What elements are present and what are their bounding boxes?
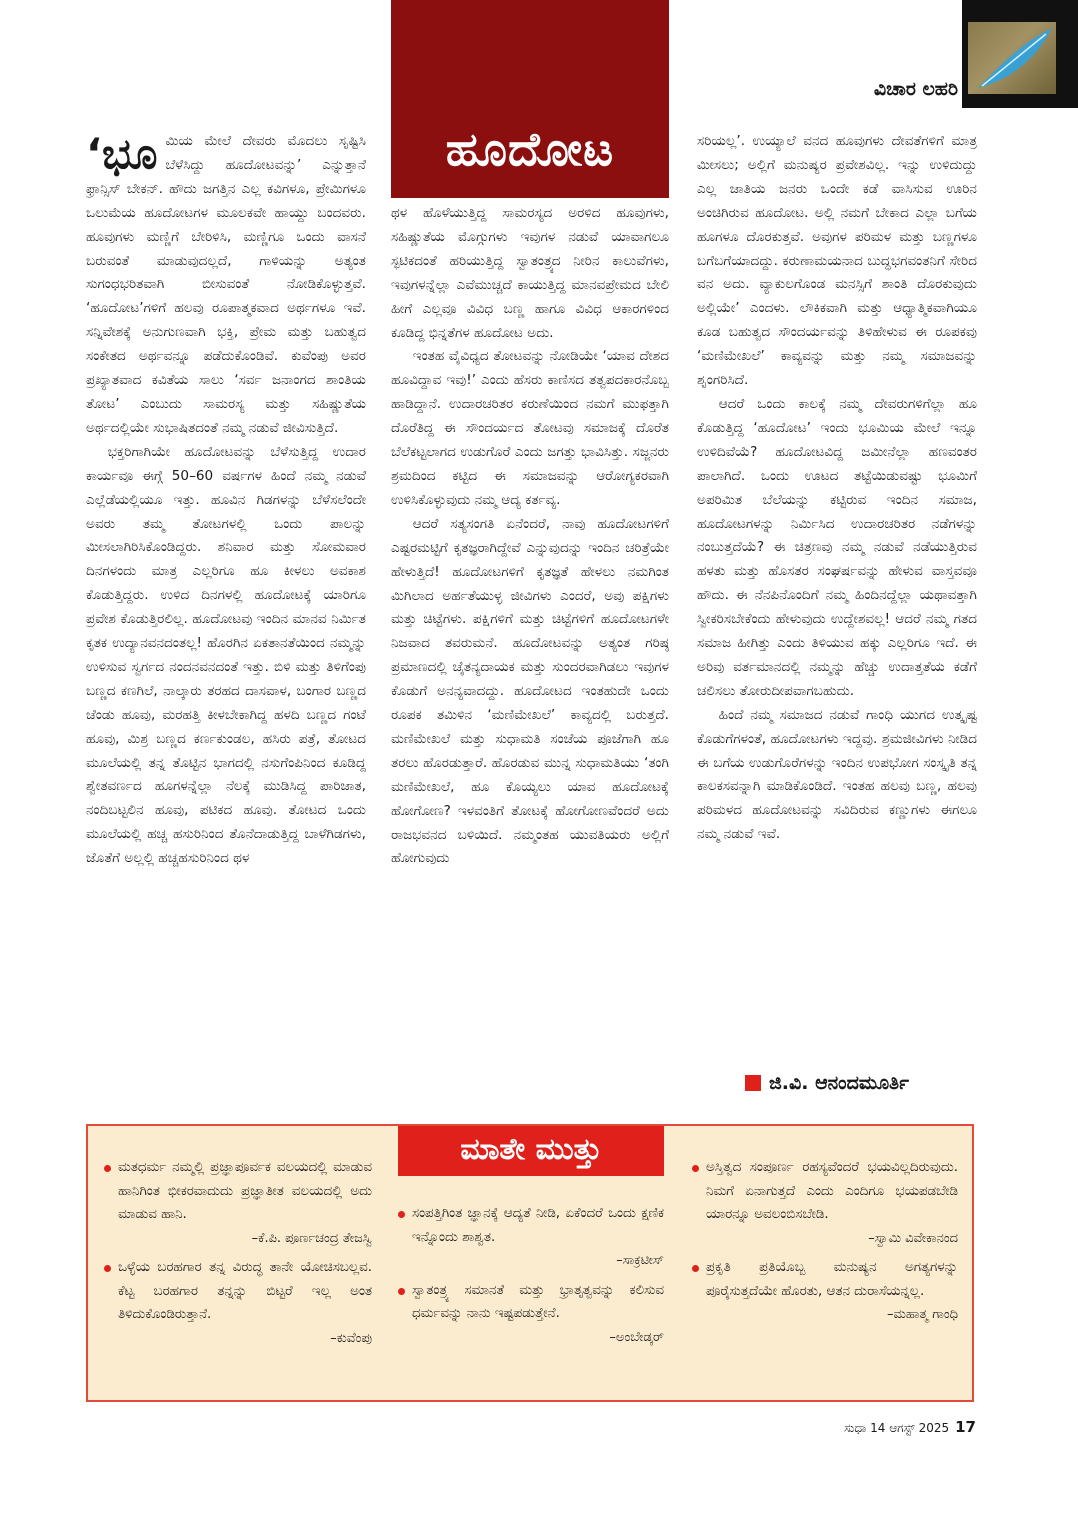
author-name: ಜಿ.ವಿ. ಆನಂದಮೂರ್ತಿ	[769, 1072, 909, 1094]
article-paragraph: ಸರಿಯಲ್ಲ’. ಉಯ್ಯಾಲೆ ವನದ ಹೂವುಗಳು ದೇವತೆಗಳಿಗೆ ಮಾತ್ರ ಮೀಸಲು; ಅಲ್ಲಿಗೆ ಮನುಷ್ಯರ ಪ್ರವೇಶವಿಲ್ಲ. ಇನ್ನು ಉಳಿದುದ್ದು ಎಲ್ಲ ಜಾತಿಯ ಜನರು ಒಂದೇ ಕಡೆ ವಾಸಿಸುವ ಊರಿನ ಅಂಚಿಗಿರುವ ಹೂದೋಟ. ಅಲ್ಲಿ ನಮಗೆ ಬೇಕಾದ ಎಲ್ಲಾ ಬಗೆಯ ಹೂಗಳೂ ದೊರಕುತ್ತವೆ. ಅವುಗಳ ಪರಿಮಳ ಮತ್ತು ಬಣ್ಣಗಳೂ ಬಗೆಬಗೆಯಾದದ್ದು. ಕರುಣಾಮಯನಾದ ಬುದ್ಧಭಗವಂತನಿಗೆ ಸೇರಿದ ವನ ಅದು. ವ್ಯಾಕುಲಗೊಂಡ ಮನಸ್ಸಿಗೆ ಶಾಂತಿ ದೊರಕುವುದು ಅಲ್ಲಿಯೇ’ ಎಂದಳು. ಲೌಕಿಕವಾಗಿ ಮತ್ತು ಆಧ್ಯಾತ್ಮಿಕವಾಗಿಯೂ ಕೂಡ ಬಹುತ್ವದ ಸೌಂದರ್ಯವನ್ನು ತಿಳಿಹೇಳುವ ಈ ರೂಪಕವು ‘ಮಣಿಮೇಖಲೆ’ ಕಾವ್ಯವನ್ನು ಮತ್ತು ನಮ್ಮ ಸಮಾಜವನ್ನು ಶೃಂಗರಿಸಿದೆ.	[697, 133, 977, 389]
drop-cap: ‘ಭೂ	[86, 130, 158, 178]
quotes-title: ಮಾತೇ ಮುತ್ತು	[398, 1126, 664, 1176]
article-column-3	[697, 130, 977, 868]
quotes-column-2	[398, 1202, 664, 1355]
section-label: ವಿಚಾರ ಲಹರಿ	[873, 78, 958, 100]
page-footer	[790, 1418, 976, 1436]
quote-author: –ಅಂಬೇಡ್ಕರ್	[609, 1329, 664, 1345]
article-title: ಹೂದೋಟ	[445, 122, 615, 176]
quote-text: ಸಂಪತ್ತಿಗಿಂತ ಜ್ಞಾನಕ್ಕೆ ಆದ್ಯತೆ ನೀಡಿ, ಏಕೆಂದರೆ ಒಂದು ಕ್ಷಣಿಕ ಇನ್ನೊಂದು ಶಾಶ್ವತ.	[398, 1202, 664, 1249]
quotes-column-3	[692, 1156, 958, 1333]
quote-text: ಮತಧರ್ಮ ನಮ್ಮಲ್ಲಿ ಪ್ರಜ್ಞಾಪೂರ್ವಕ ವಲಯದಲ್ಲಿ ಮಾಡುವ ಹಾನಿಗಿಂತ ಭೀಕರವಾದುದು ಪ್ರಜ್ಞಾತೀತ ವಲಯದಲ್ಲಿ ಅದು ಮಾಡುವ ಹಾನಿ.	[104, 1156, 372, 1227]
quotes-column-1	[104, 1156, 372, 1356]
quote-text: ಅಸ್ತಿತ್ವದ ಸಂಪೂರ್ಣ ರಹಸ್ಯವೆಂದರೆ ಭಯವಿಲ್ಲದಿರುವುದು. ನಿಮಗೆ ಏನಾಗುತ್ತದೆ ಎಂದು ಎಂದಿಗೂ ಭಯಪಡಬೇಡಿ ಯಾರನ್ನೂ ಅವಲಂಬಿಸಬೇಡಿ.	[692, 1156, 958, 1227]
quote-author: –ಮಹಾತ್ಮ ಗಾಂಧಿ	[886, 1307, 958, 1322]
article-paragraph: ‘ಭೂಮಿಯ ಮೇಲೆ ದೇವರು ಮೊದಲು ಸೃಷ್ಟಿಸಿ ಬೆಳೆಸಿದ್ದು ಹೂದೋಟವನ್ನು’ ಎನ್ನುತ್ತಾನೆ ಫ್ರಾನ್ಸಿಸ್ ಬೇಕನ್. ಹೌದು ಜಗತ್ತಿನ ಎಲ್ಲ ಕವಿಗಳೂ, ಪ್ರೇಮಿಗಳೂ ಒಲುಮೆಯ ಹೂದೋಟಗಳ ಮೂಲಕವೇ ಹಾಯ್ದು ಬಂದವರು. ಹೂವುಗಳು ಮಣ್ಣಿಗೆ ಬೇರಿಳಿಸಿ, ಮಣ್ಣಿಗೂ ಒಂದು ವಾಸನೆ ಬರುವಂತೆ ಮಾಡುವುದಲ್ಲದೆ, ಗಾಳಿಯನ್ನು ಅತ್ಯಂತ ಸುಗಂಧಭರಿತವಾಗಿ ಬೀಸುವಂತೆ ನೋಡಿಕೊಳ್ಳುತ್ತವೆ. ‘ಹೂದೋಟ’ಗಳಿಗೆ ಹಲವು ರೂಪಾತ್ಮಕವಾದ ಅರ್ಥಗಳೂ ಇವೆ. ಸನ್ನಿವೇಶಕ್ಕೆ ಅನುಗುಣವಾಗಿ ಭಕ್ತಿ, ಪ್ರೇಮ ಮತ್ತು ಬಹುತ್ವದ ಸಂಕೇತದ ಅರ್ಥವನ್ನೂ ಪಡೆದುಕೊಂಡಿವೆ. ಕುವೆಂಪು ಅವರ ಪ್ರಖ್ಯಾತವಾದ ಕವಿತೆಯ ಸಾಲು ‘ಸರ್ವ ಜನಾಂಗದ ಶಾಂತಿಯ ತೋಟ’ ಎಂಬುದು ಸಾಮರಸ್ಯ ಮತ್ತು ಸಹಿಷ್ಣುತೆಯ ಅರ್ಥದಲ್ಲಿಯೇ ಸುಭಾಷಿತದಂತೆ ನಮ್ಮ ನಡುವೆ ಜೀವಿಸುತ್ತಿದೆ.	[86, 130, 366, 436]
quote-text: ಒಳ್ಳೆಯ ಬರಹಗಾರ ತನ್ನ ವಿರುದ್ಧ ತಾನೇ ಯೋಚಿಸಬಲ್ಲವ. ಕೆಟ್ಟ ಬರಹಗಾರ ತನ್ನನ್ನು ಬಿಟ್ಟರೆ ಇಲ್ಲ ಅಂತ ತಿಳಿದುಕೊಂಡಿರುತ್ತಾನೆ.	[104, 1256, 372, 1327]
author-byline	[745, 1072, 977, 1094]
quote-author: –ಸ್ವಾಮಿ ವಿವೇಕಾನಂದ	[868, 1230, 958, 1246]
quote-text: ಸ್ವಾತಂತ್ರ್ಯ ಸಮಾನತೆ ಮತ್ತು ಭ್ರಾತೃತ್ವವನ್ನು ಕಲಿಸುವ ಧರ್ಮವನ್ನು ನಾನು ಇಷ್ಟಪಡುತ್ತೇನೆ.	[398, 1279, 664, 1326]
byline-square-icon	[745, 1075, 761, 1091]
page-number: 17	[955, 1418, 976, 1436]
article-paragraph: ಭಕ್ತರಿಗಾಗಿಯೇ ಹೂದೋಟವನ್ನು ಬೆಳೆಸುತ್ತಿದ್ದ ಉದಾರ ಕಾರ್ಯವೂ ಈಗ್ಗೆ 50–60 ವರ್ಷಗಳ ಹಿಂದೆ ನಮ್ಮ ನಡುವೆ ಎಲ್ಲೆಡೆಯಲ್ಲಿಯೂ ಇತ್ತು. ಹೂವಿನ ಗಿಡಗಳನ್ನು ಬೆಳೆಸಲೆಂದೇ ಅವರು ತಮ್ಮ ತೋಟಗಳಲ್ಲಿ ಒಂದು ಪಾಲನ್ನು ಮೀಸಲಾಗಿರಿಸಿಕೊಂಡಿದ್ದರು. ಶನಿವಾರ ಮತ್ತು ಸೋಮವಾರ ದಿನಗಳಂದು ಮಾತ್ರ ಎಲ್ಲರಿಗೂ ಹೂ ಕೀಳಲು ಅವಕಾಶ ಕೊಡುತ್ತಿದ್ದರು. ಉಳಿದ ದಿನಗಳಲ್ಲಿ ಹೂದೋಟಕ್ಕೆ ಯಾರಿಗೂ ಪ್ರವೇಶ ಕೊಡುತ್ತಿರಲಿಲ್ಲ. ಹೂದೋಟವು ಇಂದಿನ ಮಾನವ ನಿರ್ಮಿತ ಕೃತಕ ಉದ್ಯಾನವನದಂತಲ್ಲ! ಹೊರಗಿನ ಏಕತಾನತೆಯಿಂದ ನಮ್ಮನ್ನು ಉಳಿಸುವ ಸ್ವರ್ಗದ ನಂದನವನದಂತೆ ಇತ್ತು. ಬಿಳಿ ಮತ್ತು ತಿಳಿಗೆಂಪು ಬಣ್ಣದ ಕಣಗಿಲೆ, ನಾಲ್ಕಾರು ತರಹದ ದಾಸವಾಳ, ಬಂಗಾರ ಬಣ್ಣದ ಚೆಂಡು ಹೂವು, ಮರಹತ್ತಿ ಕೀಳಬೇಕಾಗಿದ್ದ ಹಳದಿ ಬಣ್ಣದ ಗಂಟೆ ಹೂವು, ಮಿಶ್ರ ಬಣ್ಣದ ಕರ್ಣಕುಂಡಲ, ಹಸಿರು ಪತ್ರೆ, ತೋಟದ ಮೂಲೆಯಲ್ಲಿ ತನ್ನ ತೊಟ್ಟಿನ ಭಾಗದಲ್ಲಿ ನಸುಗೆಂಪಿನಿಂದ ಕೂಡಿದ್ದ ಶ್ವೇತವರ್ಣದ ಹೂಗಳನ್ನೆಲ್ಲಾ ನೆಲಕ್ಕೆ ಮುಡಿಸಿದ್ದ ಪಾರಿಜಾತ, ನಂದಿಬಟ್ಟಲಿನ ಹೂವು, ಪಟಿಕದ ಹೂವು. ತೋಟದ ಒಂದು ಮೂಲೆಯಲ್ಲಿ ಹಚ್ಚ ಹಸುರಿನಿಂದ ತೊನೆದಾಡುತ್ತಿದ್ದ ಬಾಳೆಗಿಡಗಳು, ಜೊತೆಗೆ ಅಲ್ಲಲ್ಲಿ ಹಚ್ಚಹಸುರಿನಿಂದ ಥಳ	[86, 443, 366, 867]
quote-author: –ಸಾಕ್ರಟೀಸ್	[616, 1253, 664, 1268]
quote-author: –ಕೆ.ಪಿ. ಪೂರ್ಣಚಂದ್ರ ತೇಜಸ್ವಿ	[251, 1230, 372, 1246]
article-column-2	[391, 202, 669, 1112]
quote-text: ಪ್ರಕೃತಿ ಪ್ರತಿಯೊಬ್ಬ ಮನುಷ್ಯನ ಅಗತ್ಯಗಳನ್ನು ಪೂರೈಸುತ್ತದೆಯೇ ಹೊರತು, ಆತನ ದುರಾಸೆಯನ್ನಲ್ಲ.	[692, 1256, 958, 1303]
article-paragraph: ಆದರೆ ಸತ್ಯಸಂಗತಿ ಏನೆಂದರೆ, ನಾವು ಹೂದೋಟಗಳಿಗೆ ಎಷ್ಟರಮಟ್ಟಿಗೆ ಕೃತಜ್ಞರಾಗಿದ್ದೇವೆ ಎನ್ನುವುದನ್ನು ಇಂದಿನ ಚರಿತ್ರೆಯೇ ಹೇಳುತ್ತಿದೆ! ಹೂದೋಟಗಳಿಗೆ ಕೃತಜ್ಞತೆ ಹೇಳಲು ನಮಗಿಂತ ಮಿಗಿಲಾದ ಅರ್ಹತೆಯುಳ್ಳ ಜೀವಿಗಳು ಎಂದರೆ, ಅವು ಪಕ್ಷಿಗಳು ಮತ್ತು ಚಿಟ್ಟೆಗಳು. ಪಕ್ಷಿಗಳಿಗೆ ಮತ್ತು ಚಿಟ್ಟೆಗಳಿಗೆ ಹೂದೋಟಗಳೇ ನಿಜವಾದ ತವರುಮನೆ. ಹೂದೋಟವನ್ನು ಅತ್ಯಂತ ಗರಿಷ್ಠ ಪ್ರಮಾಣದಲ್ಲಿ ಚೈತನ್ಯದಾಯಕ ಮತ್ತು ಸುಂದರವಾಗಿಡಲು ಇವುಗಳ ಕೊಡುಗೆ ಅನನ್ಯವಾದದ್ದು. ಹೂದೋಟದ ಇಂತಹುದೇ ಒಂದು ರೂಪಕ ತಮಿಳಿನ ‘ಮಣಿಮೇಖಲೆ’ ಕಾವ್ಯದಲ್ಲಿ ಬರುತ್ತದೆ. ಮಣಿಮೇಖಲೆ ಮತ್ತು ಸುಧಾಮತಿ ಸಂಜೆಯ ಪೂಜೆಗಾಗಿ ಹೂ ತರಲು ಹೊರಡುತ್ತಾರೆ. ಹೊರಡುವ ಮುನ್ನ ಸುಧಾಮತಿಯು ‘ತಂಗಿ ಮಣಿಮೇಖಲೆ, ಹೂ ಕೊಯ್ಯಲು ಯಾವ ಹೂದೋಟಕ್ಕೆ ಹೋಗೋಣ? ಇಳವಂತಿಗೆ ತೋಟಕ್ಕೆ ಹೋಗೋಣವೆಂದರೆ ಅದು ರಾಜಭವನದ ಬಳಿಯಿದೆ. ನಮ್ಮಂತಹ ಯುವತಿಯರು ಅಲ್ಲಿಗೆ ಹೋಗುವುದು	[391, 515, 669, 867]
article-paragraph: ಹಿಂದೆ ನಮ್ಮ ಸಮಾಜದ ನಡುವೆ ಗಾಂಧಿ ಯುಗದ ಉತ್ಕೃಷ್ಟ ಕೊಡುಗೆಗಳಂತೆ, ಹೂದೋಟಗಳು ಇದ್ದವು. ಶ್ರಮಜೀವಿಗಳು ನೀಡಿದ ಈ ಬಗೆಯ ಉಡುಗೊರೆಗಳನ್ನು ಇಂದಿನ ಉಪಭೋಗ ಸಂಸ್ಕೃತಿ ತನ್ನ ಕಾಲಕಸವನ್ನಾಗಿ ಮಾಡಿಕೊಂಡಿದೆ. ಇಂತಹ ಹಲವು ಬಣ್ಣ, ಹಲವು ಪರಿಮಳದ ಹೂದೋಟವನ್ನು ಸವಿದಿರುವ ಕಣ್ಣುಗಳು ಈಗಲೂ ನಮ್ಮ ನಡುವೆ ಇವೆ.	[697, 706, 977, 843]
quote-author: –ಕುವೆಂಪು	[330, 1330, 372, 1346]
title-banner	[391, 0, 669, 198]
article-paragraph: ಆದರೆ ಒಂದು ಕಾಲಕ್ಕೆ ನಮ್ಮ ದೇವರುಗಳಿಗೆಲ್ಲಾ ಹೂ ಕೊಡುತ್ತಿದ್ದ ‘ಹೂದೋಟ’ ಇಂದು ಭೂಮಿಯ ಮೇಲೆ ಇನ್ನೂ ಉಳಿದಿವೆಯೆ? ಹೂದೋಟವಿದ್ದ ಜಮೀನೆಲ್ಲಾ ಹಣವಂತರ ಪಾಲಾಗಿದೆ. ಒಂದು ಊಟದ ತಟ್ಟೆಯಿಡುವಷ್ಟು ಭೂಮಿಗೆ ಅಪರಿಮಿತ ಬೆಲೆಯನ್ನು ಕಟ್ಟಿರುವ ಇಂದಿನ ಸಮಾಜ, ಹೂದೋಟಗಳನ್ನು ನಿರ್ಮಿಸಿದ ಉದಾರಚರಿತರ ನಡೆಗಳನ್ನು ನಂಬುತ್ತದೆಯೆ? ಈ ಚಿತ್ರಣವು ನಮ್ಮ ನಡುವೆ ನಡೆಯುತ್ತಿರುವ ಹಳತು ಮತ್ತು ಹೊಸತರ ಸಂಘರ್ಷವನ್ನು ಹೇಳುವ ವಾಸ್ತವವೂ ಹೌದು. ಈ ನೆನಪಿನೊಂದಿಗೆ ನಮ್ಮ ಹಿಂದಿನದ್ದೆಲ್ಲಾ ಯಥಾವತ್ತಾಗಿ ಸ್ವೀಕರಿಸಬೇಕೆಂದು ಹೇಳುವುದು ಉದ್ದೇಶವಲ್ಲ! ಆದರೆ ನಮ್ಮ ಗತದ ಸಮಾಜ ಹೀಗಿತ್ತು ಎಂದು ತಿಳಿಯುವ ಹಕ್ಕು ಎಲ್ಲರಿಗೂ ಇದೆ. ಈ ಅರಿವು ವರ್ತಮಾನದಲ್ಲಿ ನಮ್ಮನ್ನು ಹೆಚ್ಚು ಉದಾತ್ತತೆಯ ಕಡೆಗೆ ಚಲಿಸಲು ತೋರುದೀಪವಾಗಬಹುದು.	[697, 395, 977, 699]
issue-info: ಸುಧಾ 14 ಆಗಸ್ಟ್ 2025	[844, 1421, 950, 1435]
article-column-1	[86, 130, 366, 1112]
article-paragraph: ಥಳ ಹೊಳೆಯುತ್ತಿದ್ದ ಸಾಮರಸ್ಯದ ಅರಳಿದ ಹೂವುಗಳು, ಸಹಿಷ್ಣುತೆಯ ಮೊಗ್ಗುಗಳು ಇವುಗಳ ನಡುವೆ ಯಾವಾಗಲೂ ಸ್ಫಟಿಕದಂತೆ ಹರಿಯುತ್ತಿದ್ದ ಸ್ವಾತಂತ್ರ್ಯದ ನೀರಿನ ಕಾಲುವೆಗಳು, ಇವುಗಳನ್ನೆಲ್ಲಾ ಎವೆಮುಚ್ಚದೆ ಕಾಯುತ್ತಿದ್ದ ಮಾನವಪ್ರೇಮದ ಬೇಲಿ ಹೀಗೆ ಎಲ್ಲವೂ ವಿವಿಧ ಬಣ್ಣ ಹಾಗೂ ವಿವಿಧ ಆಕಾರಗಳಿಂದ ಕೂಡಿದ್ದ ಭಿನ್ನತೆಗಳ ಹೂದೋಟ ಅದು.	[391, 205, 669, 341]
article-paragraph: ಇಂತಹ ವೈವಿಧ್ಯದ ತೋಟವನ್ನು ನೋಡಿಯೇ ‘ಯಾವ ದೇಶದ ಹೂವಿದ್ದಾವ ಇವು!’ ಎಂದು ಹೆಸರು ಕಾಣಿಸದ ತತ್ವಪದಕಾರನೊಬ್ಬ ಹಾಡಿದ್ದಾನೆ. ಉದಾರಚರಿತರ ಕರುಣೆಯಿಂದ ನಮಗೆ ಮುಫತ್ತಾಗಿ ದೊರೆತಿದ್ದ ಈ ಸೌಂದರ್ಯದ ತೋಟವು ಸಮಾಜಕ್ಕೆ ದೊರೆತ ಬೆಲೆಕಟ್ಟಲಾಗದ ಉಡುಗೊರೆ ಎಂದು ಜಗತ್ತು ಭಾವಿಸಿತ್ತು. ಸಜ್ಜನರು ಶ್ರಮದಿಂದ ಕಟ್ಟಿದ ಈ ಸಮಾಜವನ್ನು ಆರೋಗ್ಯಕರವಾಗಿ ಉಳಿಸಿಕೊಳ್ಳುವುದು ನಮ್ಮ ಆದ್ಯ ಕರ್ತವ್ಯ.	[391, 348, 669, 508]
feather-icon	[968, 22, 1056, 94]
